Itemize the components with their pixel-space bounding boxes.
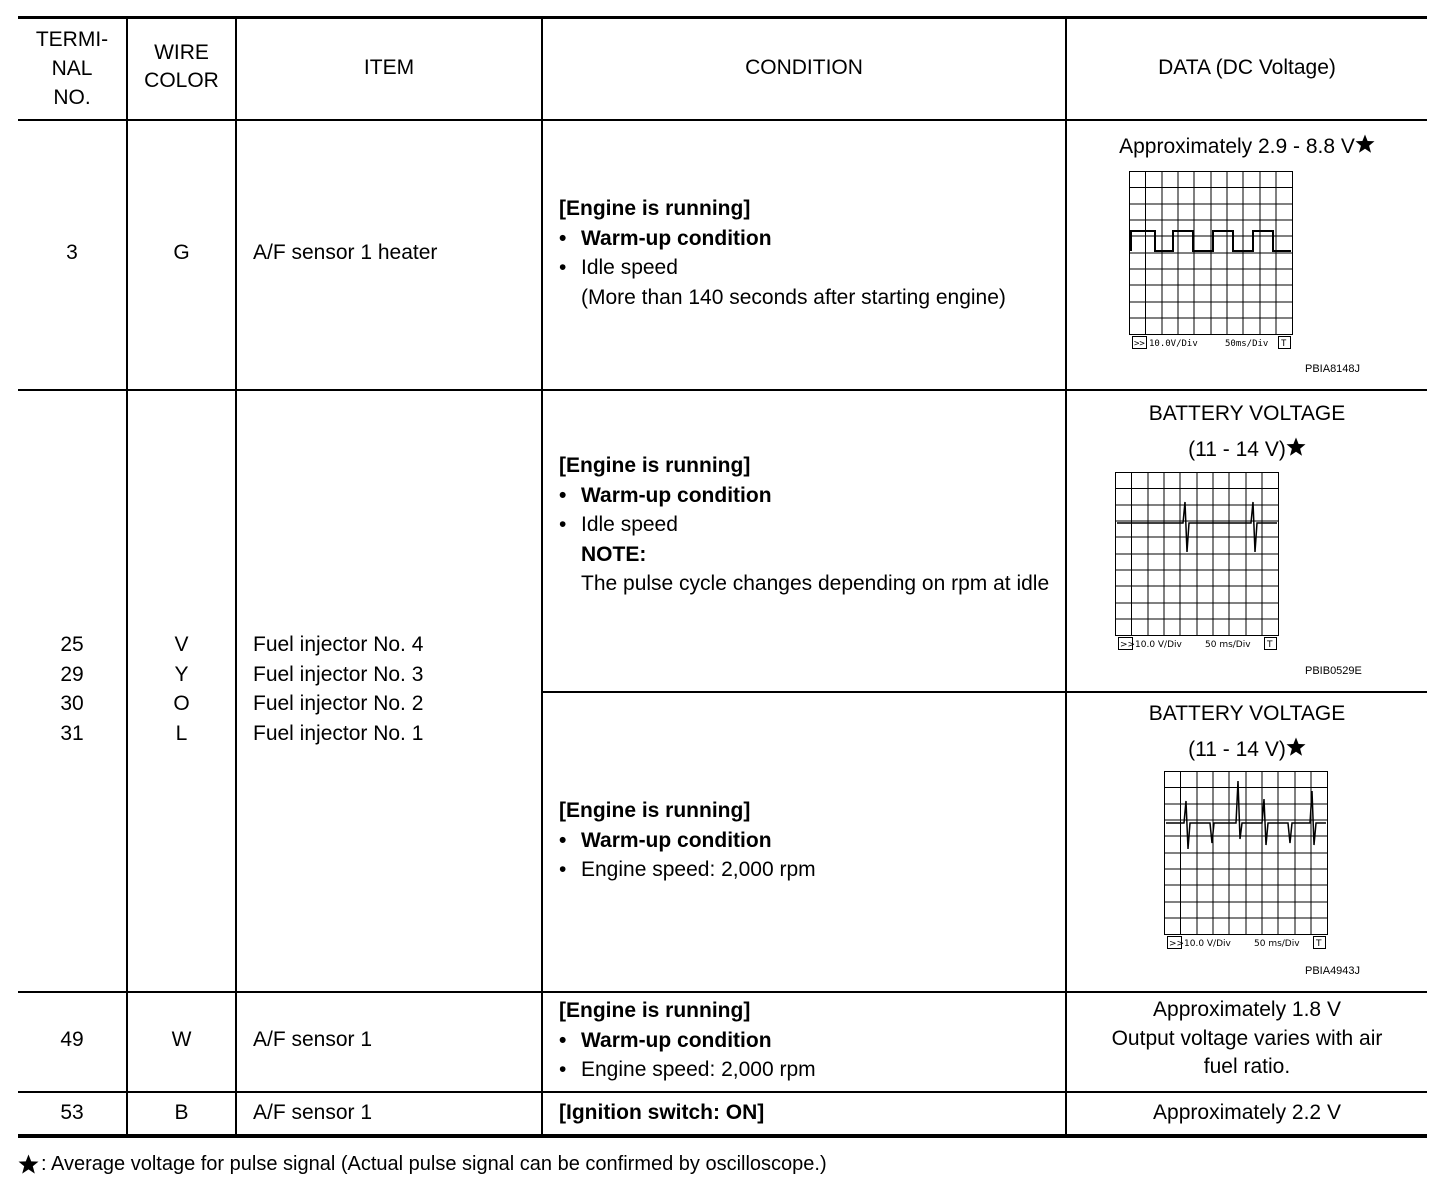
row-divider [18, 389, 1427, 391]
oscilloscope-waveform [1164, 771, 1330, 952]
column-divider [1065, 16, 1067, 1136]
condition-bullet: Warm-up condition [581, 1028, 772, 1052]
oscilloscope-waveform [1129, 171, 1295, 352]
header-divider [18, 119, 1427, 121]
item-name: A/F sensor 1 [253, 1101, 373, 1124]
footnote [18, 1150, 827, 1178]
star-icon [1355, 134, 1375, 154]
bullet-icon: • [559, 483, 567, 507]
bullet-icon: • [559, 858, 567, 881]
condition-note: (More than 140 seconds after starting engine) [581, 285, 1006, 309]
condition-bullet: Idle speed [581, 513, 678, 536]
condition-text [559, 194, 1069, 312]
condition-title: [Engine is running] [559, 454, 751, 477]
footnote-text: : Average voltage for pulse signal (Actual pulse signal can be confirmed by oscilloscope.) [41, 1153, 827, 1175]
column-divider [235, 16, 237, 1136]
scope-trigger: T [1316, 939, 1322, 949]
item-name-list: Fuel injector No. 4 Fuel injector No. 3 Fuel injector No. 2 Fuel injector No. 1 [253, 633, 424, 745]
bullet-icon: • [559, 513, 567, 536]
condition-bullet: Warm-up condition [581, 226, 772, 250]
header-terminal-no: TERMI- NAL NO. [35, 28, 109, 109]
oscilloscope-waveform [1115, 472, 1281, 653]
scope-volt-div: 10.0V/Div [1149, 339, 1198, 349]
scope-trigger: T [1267, 640, 1273, 650]
header-wire-color: WIRE COLOR [144, 41, 219, 92]
bullet-icon: • [559, 256, 567, 279]
figure-code: PBIB0529E [1305, 665, 1362, 677]
table-bottom-border [18, 1134, 1427, 1138]
terminal-data-table [18, 16, 1427, 1140]
row-subdivider [542, 691, 1427, 693]
scope-volt-div: 10.0 V/Div [1184, 939, 1231, 949]
row-divider [18, 991, 1427, 993]
data-text: Approximately 1.8 V Output voltage varies with air fuel ratio. [1111, 998, 1383, 1078]
condition-title: [Engine is running] [559, 999, 751, 1022]
wire-color: B [174, 1101, 189, 1124]
scope-volt-div: 10.0 V/Div [1135, 640, 1182, 650]
data-text: Approximately 2.2 V [1153, 1101, 1341, 1124]
condition-bullet: Idle speed [581, 256, 678, 279]
column-divider [126, 16, 128, 1136]
item-name: A/F sensor 1 [253, 1028, 373, 1051]
condition-title: [Ignition switch: ON] [559, 1101, 765, 1124]
table-top-border [18, 16, 1427, 19]
header-data: DATA (DC Voltage) [1158, 56, 1336, 79]
bullet-icon: • [559, 226, 567, 250]
terminal-no: 53 [60, 1101, 84, 1124]
star-icon [18, 1154, 39, 1175]
terminal-no-list: 25 29 30 31 [60, 633, 84, 745]
star-icon [1286, 737, 1306, 757]
header-item: ITEM [363, 56, 415, 79]
row-divider [18, 1091, 1427, 1093]
condition-bullet: Warm-up condition [581, 483, 772, 507]
figure-code: PBIA4943J [1305, 965, 1361, 977]
data-text: Approximately 2.9 - 8.8 V [1067, 132, 1427, 162]
wire-color: G [173, 241, 190, 264]
scope-arrows: >> [1169, 939, 1185, 949]
star-icon [1286, 437, 1306, 457]
condition-bullet: Engine speed: 2,000 rpm [581, 1058, 816, 1081]
scope-arrows: >> [1134, 339, 1145, 349]
terminal-no: 3 [66, 241, 78, 264]
condition-text [559, 796, 1065, 885]
scope-arrows: >> [1120, 640, 1136, 650]
wire-color: W [171, 1028, 192, 1051]
header-condition: CONDITION [745, 56, 863, 79]
note-text: The pulse cycle changes depending on rpm at idle [581, 572, 1050, 595]
data-text: BATTERY VOLTAGE (11 - 14 V) [1148, 402, 1346, 461]
bullet-icon: • [559, 828, 567, 852]
condition-bullet: Warm-up condition [581, 828, 772, 852]
scope-trigger: T [1281, 339, 1287, 349]
data-text: BATTERY VOLTAGE (11 - 14 V) [1148, 702, 1346, 761]
condition-text [559, 996, 1065, 1085]
column-divider [541, 16, 543, 1136]
scope-time-div: 50ms/Div [1225, 339, 1269, 349]
figure-code: PBIA8148J [1305, 363, 1361, 375]
scope-time-div: 50 ms/Div [1205, 640, 1251, 650]
bullet-icon: • [559, 1058, 567, 1081]
condition-title: [Engine is running] [559, 799, 751, 822]
scope-time-div: 50 ms/Div [1254, 939, 1300, 949]
item-name: A/F sensor 1 heater [253, 241, 438, 264]
condition-bullet: Engine speed: 2,000 rpm [581, 858, 816, 881]
condition-text [559, 451, 1065, 599]
wire-color-list: V Y O L [173, 633, 190, 745]
bullet-icon: • [559, 1028, 567, 1052]
condition-title: [Engine is running] [559, 197, 751, 220]
note-label: NOTE: [581, 542, 647, 566]
terminal-no: 49 [60, 1028, 84, 1051]
